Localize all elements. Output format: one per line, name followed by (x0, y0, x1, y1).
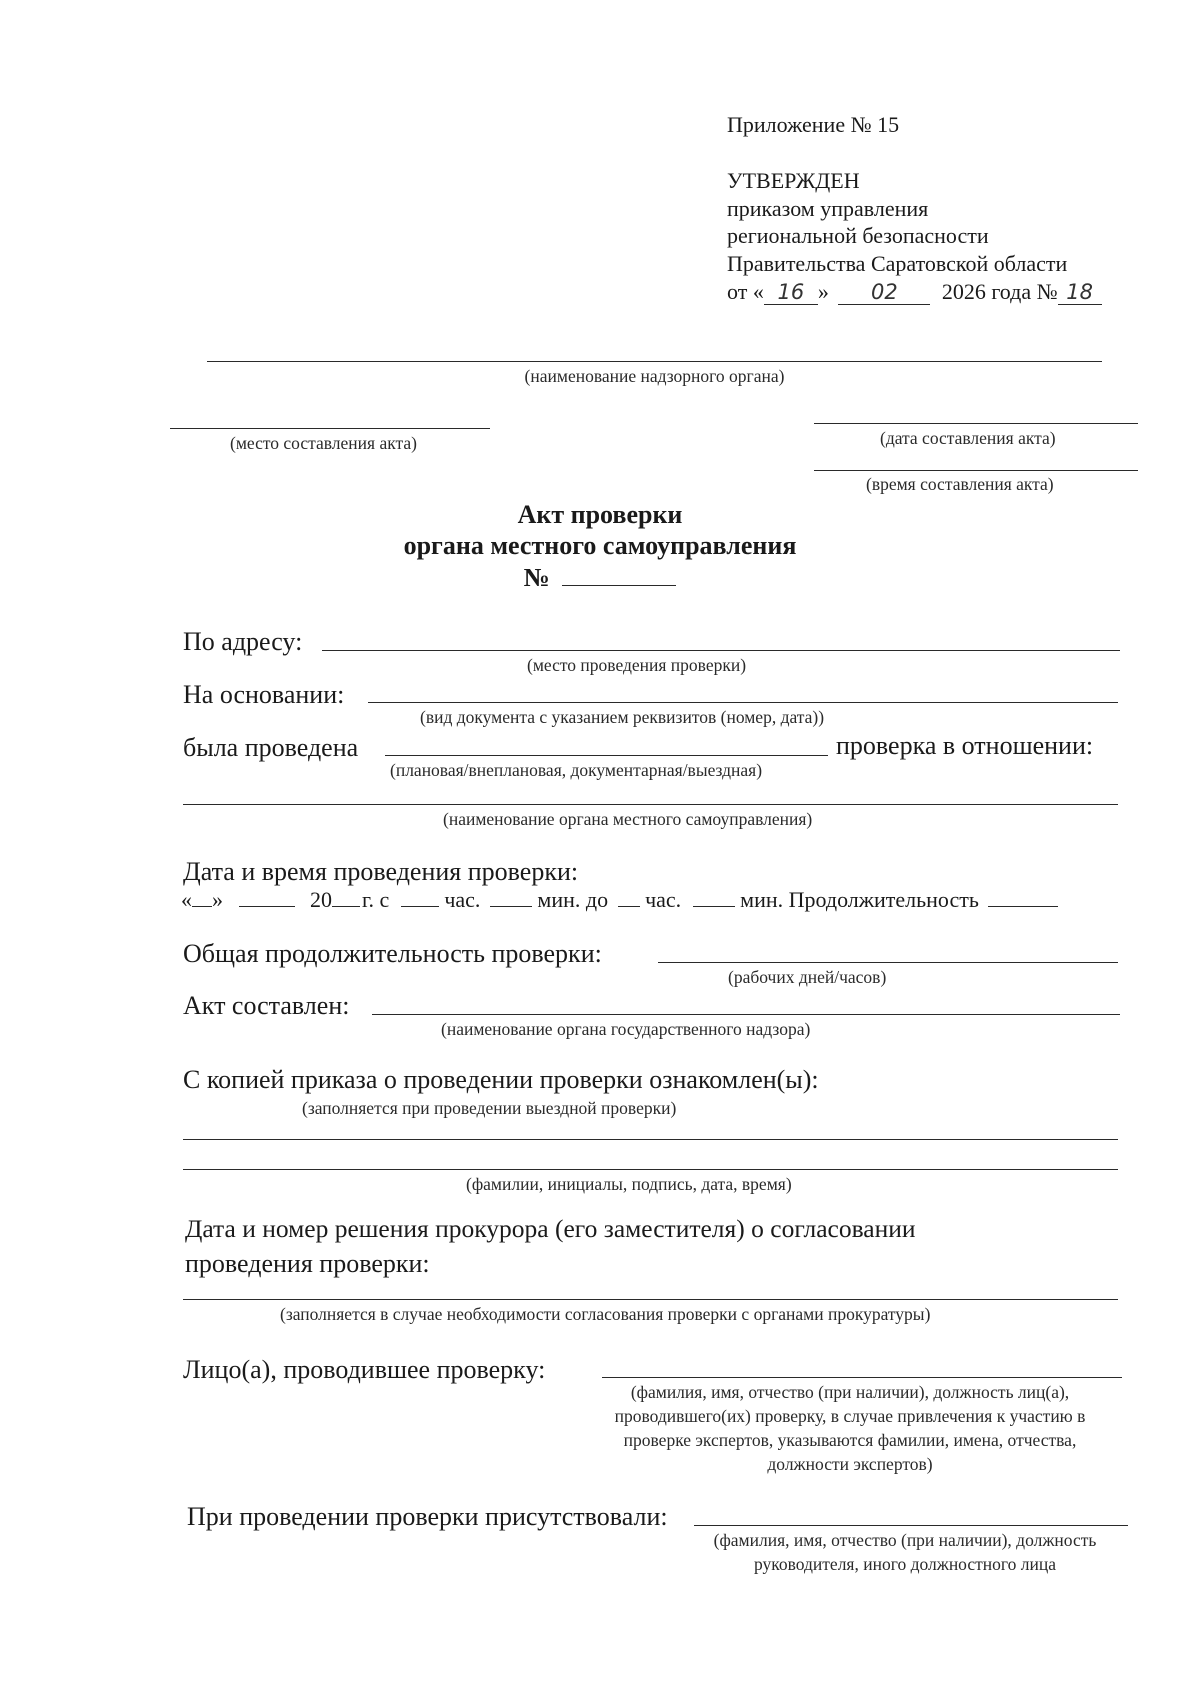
date-caption: (дата составления акта) (880, 428, 1056, 448)
dt-open-quote: « (181, 887, 192, 912)
present-caption-1: (фамилия, имя, отчество (при наличии), должность (713, 1530, 1097, 1550)
inspector-caption-3: проверке экспертов, указываются фамилии, имена, отчества, (623, 1430, 1077, 1450)
copy-label: С копией приказа о проведении проверки ознакомлен(ы): (183, 1065, 819, 1094)
inspector-caption-4: должности экспертов) (767, 1454, 933, 1474)
address-field[interactable] (322, 650, 1120, 651)
approval-line-3: Правительства Саратовской области (727, 251, 1068, 276)
basis-label: На основании: (183, 680, 345, 709)
prosecutor-caption: (заполняется в случае необходимости согласования проверки с органами прокуратуры) (280, 1304, 931, 1324)
place-caption: (место составления акта) (230, 433, 417, 453)
approval-date-prefix: от « (727, 279, 764, 304)
dt-from-hours-field[interactable] (401, 886, 439, 907)
body-field[interactable] (183, 804, 1118, 805)
approval-date-mid: » (817, 279, 829, 304)
dt-duration-label: мин. Продолжительность (740, 887, 979, 912)
authority-caption: (наименование надзорного органа) (524, 366, 785, 386)
inspector-label: Лицо(а), проводившее проверку: (183, 1355, 546, 1384)
conducted-label: была проведена (183, 733, 359, 762)
dt-g-label: г. с (362, 887, 390, 912)
dt-min-to-label: мин. до (537, 887, 609, 912)
approval-order-number: 18 (1058, 280, 1102, 305)
drawn-caption: (наименование органа государственного надзора) (441, 1019, 811, 1039)
act-title: Акт проверки (517, 500, 683, 529)
act-number (0, 563, 1200, 593)
act-number-label: № (523, 563, 550, 592)
dt-hours2-label: час. (645, 887, 682, 912)
time-line (814, 470, 1138, 471)
approval-date-line (727, 279, 1102, 305)
dt-year-prefix: 20 (310, 887, 332, 912)
dt-to-min-field[interactable] (693, 886, 735, 907)
body-caption: (наименование органа местного самоуправления) (443, 809, 813, 829)
act-subtitle: органа местного самоуправления (403, 531, 797, 560)
datetime-fields (181, 886, 1058, 913)
place-line (170, 428, 490, 429)
approval-line-2: региональной безопасности (727, 223, 989, 248)
inspector-caption-1: (фамилия, имя, отчество (при наличии), должность лиц(а), (630, 1382, 1070, 1402)
time-caption: (время составления акта) (866, 474, 1054, 494)
dt-month-field[interactable] (239, 886, 295, 907)
prosecutor-line-1: Дата и номер решения прокурора (его заместителя) о согласовании (185, 1214, 916, 1243)
dt-close-quote: » (212, 887, 223, 912)
dt-year-field[interactable] (332, 886, 360, 907)
prosecutor-line-2: проведения проверки: (185, 1249, 430, 1278)
drawn-field[interactable] (372, 1014, 1120, 1015)
datetime-label: Дата и время проведения проверки: (183, 857, 579, 886)
conducted-caption: (плановая/внеплановая, документарная/выездная) (390, 760, 763, 780)
copy-field-2[interactable] (183, 1169, 1118, 1170)
copy-note: (заполняется при проведении выездной проверки) (302, 1098, 677, 1118)
conducted-type-field[interactable] (385, 755, 828, 756)
present-label: При проведении проверки присутствовали: (187, 1502, 668, 1531)
total-caption: (рабочих дней/часов) (728, 967, 887, 987)
copy-field-1[interactable] (183, 1139, 1118, 1140)
present-field[interactable] (694, 1525, 1128, 1526)
prosecutor-field[interactable] (183, 1299, 1118, 1300)
approval-year: 2026 года № (941, 279, 1058, 304)
authority-line (207, 361, 1102, 362)
drawn-label: Акт составлен: (183, 991, 350, 1020)
dt-duration-field[interactable] (988, 886, 1058, 907)
conducted-suffix: проверка в отношении: (836, 731, 1094, 760)
inspector-caption-2: проводившего(их) проверку, в случае привлечения к участию в (614, 1406, 1086, 1426)
address-caption: (место проведения проверки) (527, 655, 747, 675)
date-line (814, 423, 1138, 424)
dt-from-min-field[interactable] (490, 886, 532, 907)
copy-caption: (фамилии, инициалы, подпись, дата, время) (466, 1174, 792, 1194)
approval-day: 16 (764, 280, 818, 305)
act-number-field[interactable] (562, 565, 676, 586)
total-field[interactable] (658, 962, 1118, 963)
dt-to-hours-field[interactable] (618, 886, 640, 907)
approval-month: 02 (838, 280, 930, 305)
address-label: По адресу: (183, 627, 303, 656)
present-caption-2: руководителя, иного должностного лица (753, 1554, 1056, 1574)
appendix-label: Приложение № 15 (727, 112, 900, 137)
basis-field[interactable] (368, 702, 1118, 703)
approved-label: УТВЕРЖДЕН (727, 168, 860, 193)
basis-caption: (вид документа с указанием реквизитов (номер, дата)) (420, 707, 825, 727)
dt-hours-label: час. (444, 887, 481, 912)
dt-day-field[interactable] (192, 886, 212, 907)
inspector-field[interactable] (602, 1377, 1122, 1378)
approval-line-1: приказом управления (727, 196, 929, 221)
total-label: Общая продолжительность проверки: (183, 939, 602, 968)
